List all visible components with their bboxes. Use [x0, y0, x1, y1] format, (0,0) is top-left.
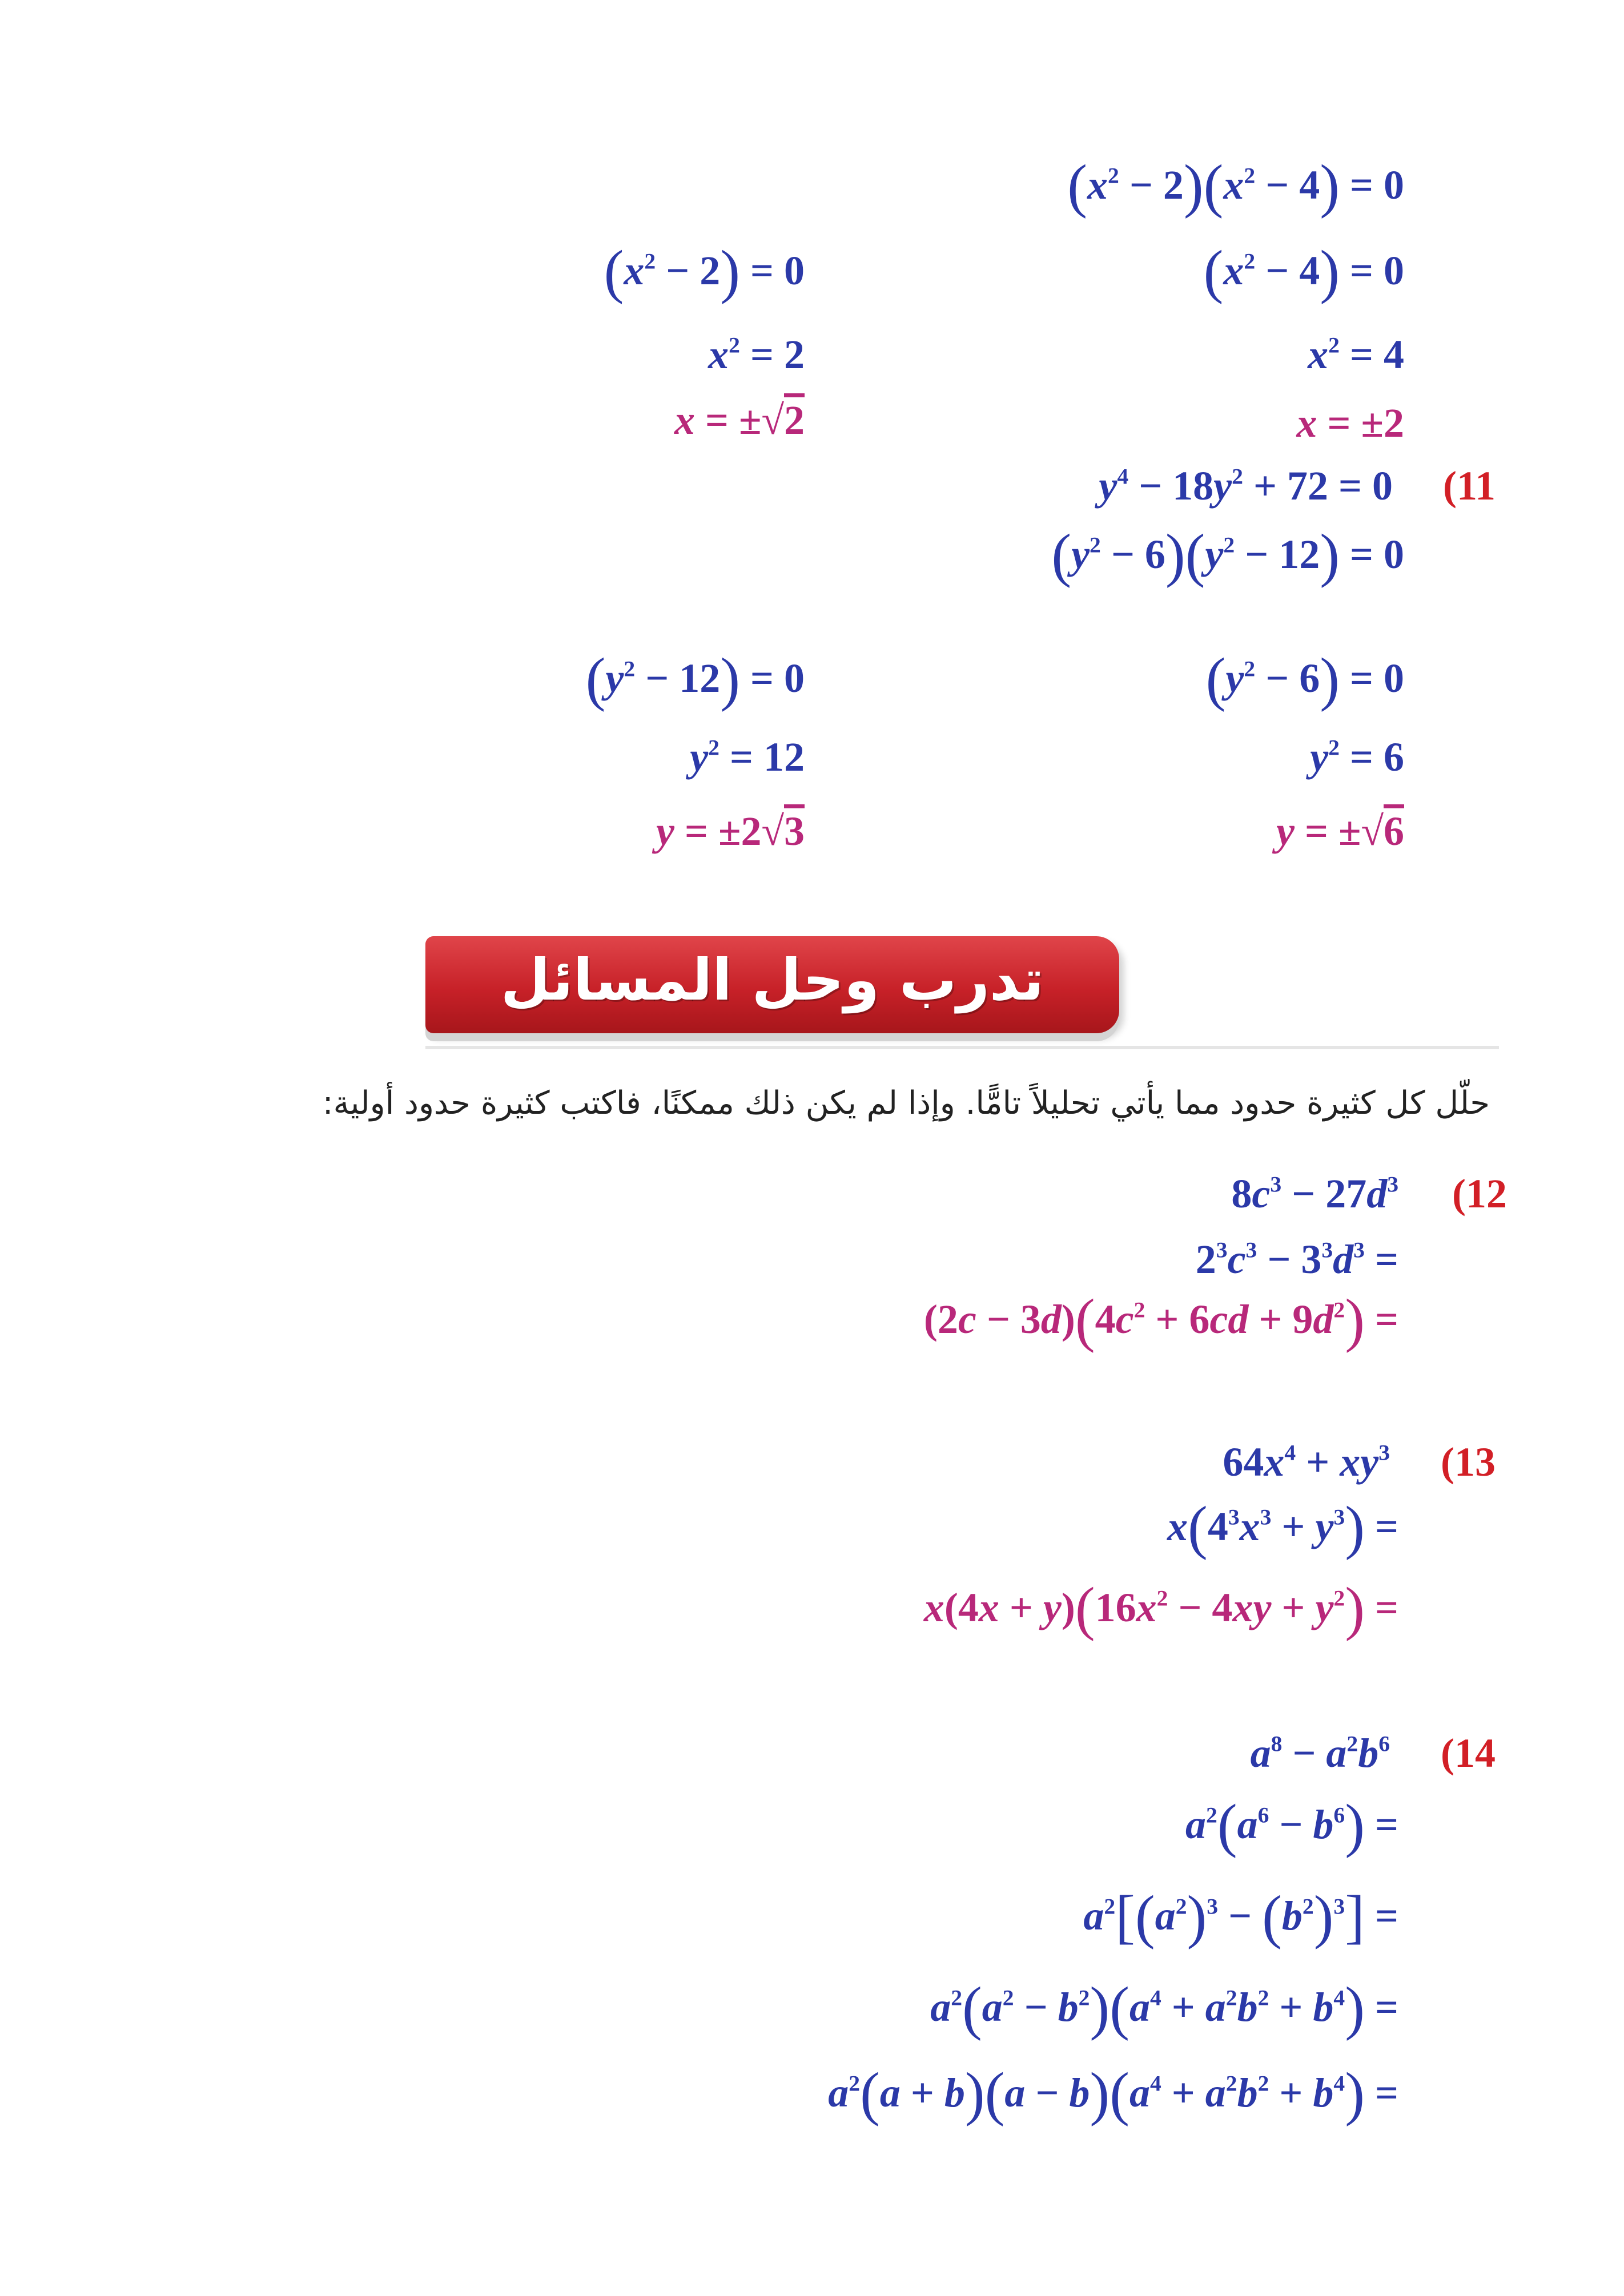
p13-result: $x(4x + y)(16x^2 - 4xy + y^2)$ =	[923, 1575, 1398, 1642]
p11-right-solution: y = ±√6	[1276, 808, 1404, 854]
p10-factored: $(x^2 - 2)(x^2 - 4) = 0$	[1067, 152, 1404, 219]
p12-result: $(2c - 3d)(4c^2 + 6cd + 9d^2)$ =	[923, 1287, 1398, 1354]
p12-step1: $2^3c^3 - 3^3d^3$ =	[1195, 1236, 1398, 1282]
problem-13-number: (13	[1441, 1439, 1496, 1485]
problem-12-number: (12	[1452, 1171, 1507, 1217]
p13-expression: $64x^4 + xy^3$	[1223, 1439, 1390, 1485]
instruction-text: حلّل كل كثيرة حدود مما يأتي تحليلاً تامًّا. وإذا لم يكن ذلك ممكنًا، فاكتب كثيرة حدود أولية:	[322, 1085, 1490, 1122]
p14-step1: $a^2(a^6 - b^6)$ =	[1185, 1792, 1398, 1859]
section-divider	[425, 1046, 1499, 1049]
p10-left-solution: x = ±√2	[674, 397, 805, 443]
p11-factored: $(y^2 - 6)(y^2 - 12) = 0$	[1051, 522, 1404, 589]
p14-step4: $a^2(a + b)(a - b)(a^4 + a^2b^2 + b^4)$ =	[828, 2060, 1398, 2127]
p10-left-factor: $(x^2 - 2) = 0$	[604, 238, 805, 305]
p11-left-factor: $(y^2 - 12) = 0$	[585, 646, 805, 712]
p14-step2: $a^2[(a^2)^3 - (b^2)^3]$ =	[1083, 1883, 1398, 1950]
section-header	[425, 936, 1119, 1033]
problem-14-number: (14	[1441, 1730, 1496, 1776]
p14-expression: $a^8 - a^2b^6$	[1250, 1730, 1390, 1776]
p13-step1: $x(4^3x^3 + y^3)$ =	[1167, 1494, 1398, 1561]
p10-right-square: $x^2 = 4$	[1308, 332, 1404, 377]
p12-expression: $8c^3 - 27d^3$	[1231, 1171, 1398, 1217]
p10-right-solution: x = ±2	[1296, 400, 1404, 446]
p11-right-factor: $(y^2 - 6) = 0$	[1205, 646, 1404, 712]
p14-step3: $a^2(a^2 - b^2)(a^4 + a^2b^2 + b^4)$ =	[930, 1975, 1398, 2041]
p11-left-solution: y = ±2√3	[656, 808, 805, 854]
p11-equation: $y^4 - 18y^2 + 72 = 0$	[1099, 463, 1393, 509]
p11-right-square: $y^2 = 6$	[1310, 734, 1404, 780]
problem-11-number: (11	[1442, 463, 1496, 509]
p10-left-square: $x^2 = 2$	[708, 332, 805, 377]
p10-right-factor: $(x^2 - 4) = 0$	[1203, 238, 1404, 305]
p11-left-square: $y^2 = 12$	[690, 734, 805, 780]
section-header-title: تدرب وحل المسائل	[500, 946, 1044, 1013]
